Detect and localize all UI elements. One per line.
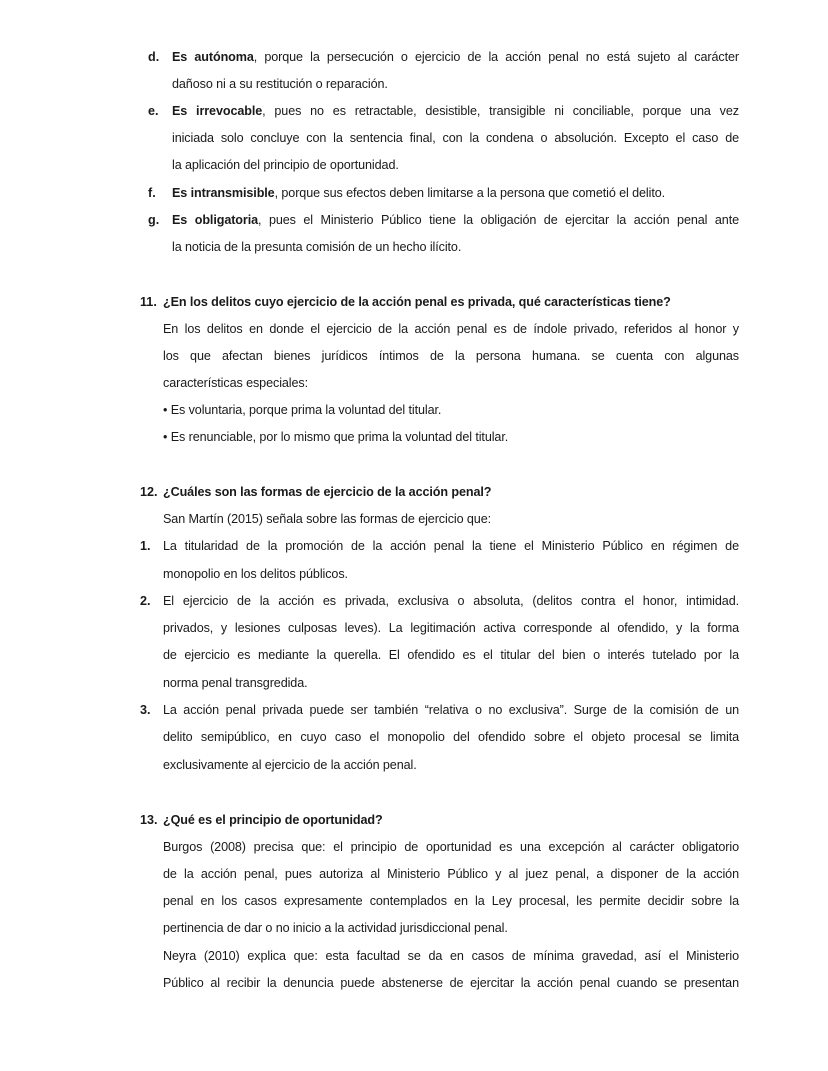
list-item-line: El ejercicio de la acción es privada, exclusiva o absoluta, (delitos contra el honor, intimidad.	[163, 594, 739, 608]
list-item-line	[172, 103, 739, 119]
paragraph-line: de la acción penal, pues autoriza al Ministerio Público y al juez penal, a disponer de la acción	[163, 867, 739, 881]
paragraph-line: los que afectan bienes jurídicos íntimos de la persona humana. se cuenta con algunas	[163, 349, 739, 363]
paragraph-line: Burgos (2008) precisa que: el principio de oportunidad es una excepción al carácter obligatorio	[163, 840, 739, 854]
list-marker: e.	[148, 104, 159, 118]
term: Es intransmisible	[172, 186, 275, 200]
text: , porque sus efectos deben limitarse a la persona que cometió el delito.	[274, 186, 666, 200]
list-item-line: iniciada solo concluye con la sentencia final, con la condena o absolución. Excepto el caso de	[172, 131, 739, 145]
text: , pues no es retractable, desistible, transigible ni conciliable, porque una vez	[262, 104, 739, 118]
list-marker: f.	[148, 186, 156, 200]
list-item-line: norma penal transgredida.	[163, 676, 308, 690]
paragraph-line: pertinencia de dar o no inicio a la actividad jurisdiccional penal.	[163, 921, 508, 935]
list-marker: d.	[148, 50, 160, 64]
paragraph-line: En los delitos en donde el ejercicio de la acción penal es de índole privado, referidos al honor y	[163, 322, 739, 336]
list-item-line: exclusivamente al ejercicio de la acción penal.	[163, 758, 417, 772]
list-item-line	[172, 49, 739, 65]
bullet-item: • Es voluntaria, porque prima la voluntad del titular.	[163, 403, 442, 417]
list-item-line: monopolio en los delitos públicos.	[163, 567, 348, 581]
section-heading: ¿Qué es el principio de oportunidad?	[163, 813, 383, 827]
text: , porque la persecución o ejercicio de la acción penal no está sujeto al carácter	[253, 50, 739, 64]
list-item-line: La titularidad de la promoción de la acción penal la tiene el Ministerio Público en régimen de	[163, 539, 739, 553]
bullet-item: • Es renunciable, por lo mismo que prima la voluntad del titular.	[163, 430, 509, 444]
paragraph-line: Público al recibir la denuncia puede abstenerse de ejercitar la acción penal cuando se presentan	[163, 976, 739, 990]
term: Es irrevocable	[172, 104, 263, 118]
list-item-line: privados, y lesiones culposas leves). La legitimación activa corresponde al ofendido, y la forma	[163, 621, 739, 635]
text: , pues el Ministerio Público tiene la obligación de ejercitar la acción penal ante	[258, 213, 740, 227]
list-item-line: delito semipúblico, en cuyo caso el monopolio del ofendido sobre el objeto procesal se limita	[163, 730, 739, 744]
list-item-line: de ejercicio es mediante la querella. El ofendido es el titular del bien o interés tutelado por la	[163, 648, 739, 662]
list-marker: 1.	[140, 539, 151, 553]
list-item-line: la aplicación del principio de oportunidad.	[172, 158, 399, 172]
list-item-line	[172, 212, 739, 228]
list-item-line	[172, 185, 665, 201]
section-heading: ¿En los delitos cuyo ejercicio de la acción penal es privada, qué características tiene?	[163, 295, 671, 309]
list-marker: 3.	[140, 703, 151, 717]
section-number: 13.	[140, 813, 158, 827]
list-marker: g.	[148, 213, 160, 227]
list-marker: 2.	[140, 594, 151, 608]
list-item-line: La acción penal privada puede ser también “relativa o no exclusiva”. Surge de la comisión de un	[163, 703, 739, 717]
term: Es obligatoria	[172, 213, 259, 227]
section-number: 11.	[140, 295, 157, 309]
paragraph-line: San Martín (2015) señala sobre las formas de ejercicio que:	[163, 512, 492, 526]
term: Es autónoma	[172, 50, 254, 64]
paragraph-line: características especiales:	[163, 376, 308, 390]
paragraph-line: Neyra (2010) explica que: esta facultad se da en casos de mínima gravedad, así el Ministerio	[163, 949, 739, 963]
section-number: 12.	[140, 485, 158, 499]
section-heading: ¿Cuáles son las formas de ejercicio de la acción penal?	[163, 485, 492, 499]
list-item-line: dañoso ni a su restitución o reparación.	[172, 77, 388, 91]
paragraph-line: penal en los casos expresamente contemplados en la Ley procesal, les permite decidir sobre la	[163, 894, 739, 908]
list-item-line: la noticia de la presunta comisión de un hecho ilícito.	[172, 240, 462, 254]
